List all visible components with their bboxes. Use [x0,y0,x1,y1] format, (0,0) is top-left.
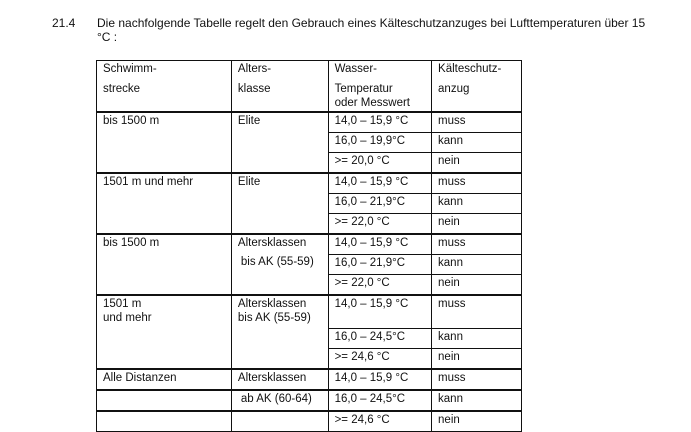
temp-cell: 14,0 – 15,9 °C [328,112,431,133]
table-row [97,173,522,194]
table-row [97,390,522,411]
temp-cell: 14,0 – 15,9 °C [328,295,431,329]
temp-cell: 16,0 – 24,5°C [328,390,431,411]
age-cell: Altersklassen bis AK (55-59) [231,234,328,295]
table-row [97,112,522,133]
suit-cell: kann [432,390,522,411]
header-age-class: Alters- klasse [231,61,328,113]
suit-cell: nein [432,349,522,370]
temp-cell: 14,0 – 15,9 °C [328,234,431,255]
age-cell: Elite [231,173,328,234]
distance-cell-empty [97,411,232,432]
table-header-row [97,61,522,113]
temp-cell: >= 22,0 °C [328,275,431,296]
header-cold-suit: Kälteschutz- anzug [432,61,522,113]
temp-cell: 16,0 – 21,9°C [328,194,431,214]
distance-cell-empty [97,390,232,411]
temp-cell: >= 22,0 °C [328,214,431,235]
distance-cell: Alle Distanzen [97,369,232,390]
age-cell-empty [231,411,328,432]
suit-cell: kann [432,329,522,349]
cold-suit-rules-table [96,60,522,432]
distance-cell: bis 1500 m [97,112,232,173]
suit-cell: kann [432,255,522,275]
age-cell: Altersklassen [231,369,328,390]
table-row [97,369,522,390]
suit-cell: nein [432,411,522,432]
table-row [97,411,522,432]
suit-cell: muss [432,295,522,329]
distance-cell: 1501 m und mehr [97,295,232,369]
distance-cell: 1501 m und mehr [97,173,232,234]
suit-cell: muss [432,112,522,133]
temp-cell: 16,0 – 24,5°C [328,329,431,349]
temp-cell: 14,0 – 15,9 °C [328,173,431,194]
suit-cell: nein [432,214,522,235]
header-water-temp: Wasser- Temperatur oder Messwert [328,61,431,113]
table-row [97,295,522,329]
temp-cell: >= 24,6 °C [328,349,431,370]
temp-cell: 14,0 – 15,9 °C [328,369,431,390]
table-row [97,234,522,255]
temp-cell: >= 20,0 °C [328,153,431,174]
suit-cell: muss [432,173,522,194]
suit-cell: nein [432,275,522,296]
suit-cell: nein [432,153,522,174]
age-cell: ab AK (60-64) [231,390,328,411]
section-intro-text: Die nachfolgende Tabelle regelt den Gebrauch eines Kälteschutzanzuges bei Lufttemperaturen über 15 °C : [97,16,646,44]
suit-cell: muss [432,234,522,255]
suit-cell: kann [432,194,522,214]
age-cell: Elite [231,112,328,173]
distance-cell: bis 1500 m [97,234,232,295]
temp-cell: 16,0 – 21,9°C [328,255,431,275]
suit-cell: muss [432,369,522,390]
age-cell: Altersklassen bis AK (55-59) [231,295,328,369]
suit-cell: kann [432,133,522,153]
section-number: 21.4 [52,16,76,30]
temp-cell: 16,0 – 19,9°C [328,133,431,153]
temp-cell: >= 24,6 °C [328,411,431,432]
header-distance: Schwimm- strecke [97,61,232,113]
